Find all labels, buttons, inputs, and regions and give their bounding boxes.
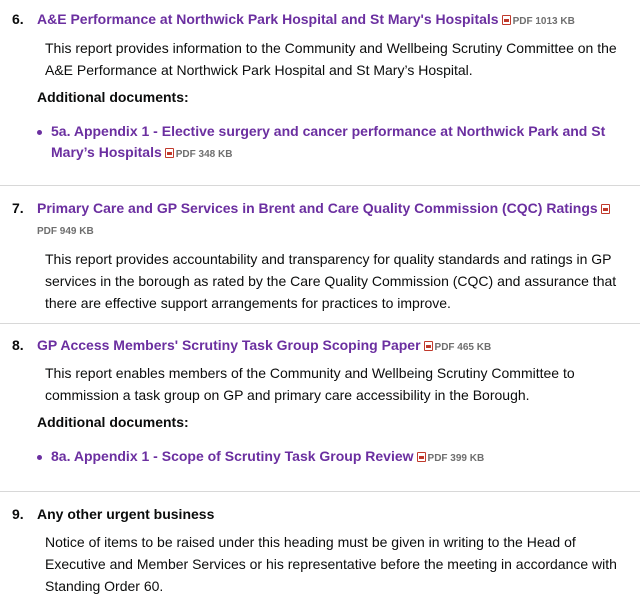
agenda-item-7 [0, 186, 640, 324]
item-description: This report provides accountability and transparency for quality standards and ratings in GP services in the borough as rated by the Care Quality Commission (CQC) and assurance that there are effective support arrangements for practices to improve. [45, 251, 617, 311]
item-title [37, 335, 632, 358]
additional-documents-label: Additional documents: [37, 414, 189, 430]
list-item [37, 446, 640, 469]
agenda-item-6 [0, 0, 640, 186]
pdf-icon [165, 148, 174, 158]
agenda-item-9 [0, 492, 640, 603]
item-number: 6. [12, 11, 24, 27]
item-number: 7. [12, 200, 24, 216]
document-link[interactable]: 5a. Appendix 1 - Elective surgery and cancer performance at Northwick Park and St Mary’s Hospitals [51, 123, 606, 160]
pdf-icon [502, 15, 511, 25]
item-title-text: Any other urgent business [37, 506, 215, 522]
item-description: This report enables members of the Community and Wellbeing Scrutiny Committee to commission a task group on GP and primary care accessibility in the Borough. [45, 365, 575, 403]
pdf-size: PDF 465 KB [434, 342, 492, 353]
pdf-icon [601, 204, 610, 214]
item-number: 8. [12, 337, 24, 353]
item-number: 9. [12, 506, 24, 522]
item-title-link[interactable]: Primary Care and GP Services in Brent and Care Quality Commission (CQC) Ratings [37, 200, 598, 216]
item-title-link[interactable]: A&E Performance at Northwick Park Hospital and St Mary's Hospitals [37, 11, 499, 27]
item-description: Notice of items to be raised under this heading must be given in writing to the Head of Executive and Member Services or his representative before the meeting in accordance with Standing Order 60. [45, 534, 617, 594]
pdf-icon [424, 341, 433, 351]
pdf-size: PDF 399 KB [427, 453, 485, 464]
pdf-size: PDF 949 KB [37, 226, 94, 237]
additional-documents-list [37, 121, 640, 165]
agenda-item-8 [0, 324, 640, 492]
item-title [37, 9, 632, 32]
pdf-icon [417, 452, 426, 462]
list-item [37, 121, 640, 165]
additional-documents-list [37, 446, 640, 469]
item-title [37, 198, 632, 242]
item-description: This report provides information to the Community and Wellbeing Scrutiny Committee on the A&E Performance at Northwick Park Hospital and St Mary’s Hospital. [45, 40, 617, 78]
pdf-size: PDF 348 KB [175, 149, 233, 160]
item-title-link[interactable]: GP Access Members' Scrutiny Task Group Scoping Paper [37, 337, 421, 353]
additional-documents-label: Additional documents: [37, 89, 189, 105]
pdf-size: PDF 1013 KB [512, 16, 575, 27]
document-link[interactable]: 8a. Appendix 1 - Scope of Scrutiny Task Group Review [51, 448, 414, 464]
item-title [37, 504, 632, 525]
